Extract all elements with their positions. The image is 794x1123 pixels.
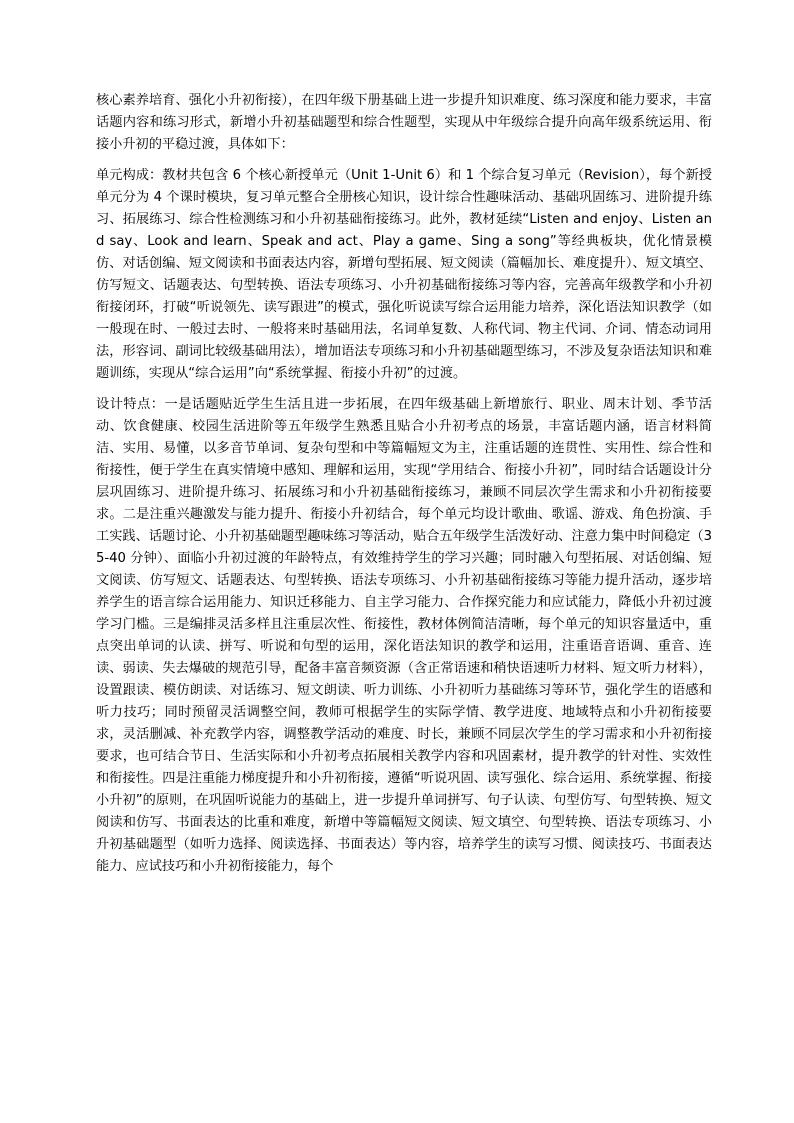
- design-features-paragraph: 设计特点：一是话题贴近学生生活且进一步拓展，在四年级基础上新增旅行、职业、周末计划、季节活动、饮食健康、校园生活进阶等五年级学生熟悉且贴合小升初考点的场景，丰富话题内涵，语言材料简洁、实用、易懂，以多音节单词、复杂句型和中等篇幅短文为主，注重话题的连贯性、实用性、综合性和衔接性，便于学生在真实情境中感知、理解和运用，实现“学用结合、衔接小升初”，同时结合话题设计分层巩固练习、进阶提升练习、拓展练习和小升初基础衔接练习，兼顾不同层次学生需求和小升初衔接要求。二是注重兴趣激发与能力提升、衔接小升初结合，每个单元均设计歌曲、歌谣、游戏、角色扮演、手工实践、话题讨论、小升初基础题型趣味练习等活动，贴合五年级学生活泼好动、注意力集中时间稳定（35-40 分钟）、面临小升初过渡的年龄特点，有效维持学生的学习兴趣；同时融入句型拓展、对话创编、短文阅读、仿写短文、话题表达、句型转换、语法专项练习、小升初基础衔接练习等能力提升活动，逐步培养学生的语言综合运用能力、知识迁移能力、自主学习能力、合作探究能力和应试能力，降低小升初过渡学习门槛。三是编排灵活多样且注重层次性、衔接性，教材体例简洁清晰，每个单元的知识容量适中，重点突出单词的认读、拼写、听说和句型的运用，深化语法知识的教学和运用，注重语音语调、重音、连读、弱读、失去爆破的规范引导，配备丰富音频资源（含正常语速和稍快语速听力材料、短文听力材料），设置跟读、模仿朗读、对话练习、短文朗读、听力训练、小升初听力基础练习等环节，强化学生的语感和听力技巧；同时预留灵活调整空间，教师可根据学生的实际学情、教学进度、地域特点和小升初衔接要求，灵活删减、补充教学内容，调整教学活动的难度、时长，兼顾不同层次学生的学习需求和小升初衔接要求，也可结合节日、生活实际和小升初考点拓展相关教学内容和巩固素材，提升教学的针对性、实效性和衔接性。四是注重能力梯度提升和小升初衔接，遵循“听说巩固、读写强化、综合运用、系统掌握、衔接小升初”的原则，在巩固听说能力的基础上，进一步提升单词拼写、句子认读、句型仿写、句型转换、短文阅读和仿写、书面表达的比重和难度，新增中等篇幅短文阅读、短文填空、句型转换、语法专项练习、小升初基础题型（如听力选择、阅读选择、书面表达）等内容，培养学生的读写习惯、阅读技巧、书面表达能力、应试技巧和小升初衔接能力，每个: [96, 397, 712, 874]
- unit-structure-paragraph: 单元构成：教材共包含 6 个核心新授单元（Unit 1-Unit 6）和 1 个综合复习单元（Revision），每个新授单元分为 4 个课时模块，复习单元整合全册核心知识，设计综合性趣味活动、基础巩固练习、进阶提升练习、拓展练习、综合性检测练习和小升初基础衔接练习。此外，教材延续“Listen and enjoy、Listen and say、Look and learn、Speak and act、Play a game、Sing a song”等经典板块，优化情景模仿、对话创编、短文阅读和书面表达内容，新增句型拓展、短文阅读（篇幅加长、难度提升）、短文填空、仿写短文、话题表达、句型转换、语法专项练习、小升初基础衔接练习等内容，完善高年级教学和小升初衔接闭环，打破“听说领先、读写跟进”的模式，强化听说读写综合运用能力培养，深化语法知识教学（如一般现在时、一般过去时、一般将来时基础用法，名词单复数、人称代词、物主代词、介词、情态动词用法，形容词、副词比较级基础用法），增加语法专项练习和小升初基础题型练习，不涉及复杂语法知识和难题训练，实现从“综合运用”向“系统掌握、衔接小升初”的过渡。: [96, 168, 712, 381]
- document-page: [96, 90, 712, 887]
- intro-paragraph: 核心素养培育、强化小升初衔接），在四年级下册基础上进一步提升知识难度、练习深度和能力要求，丰富话题内容和练习形式，新增小升初基础题型和综合性题型，实现从中年级综合提升向高年级系统运用、衔接小升初的平稳过渡，具体如下：: [96, 93, 712, 152]
